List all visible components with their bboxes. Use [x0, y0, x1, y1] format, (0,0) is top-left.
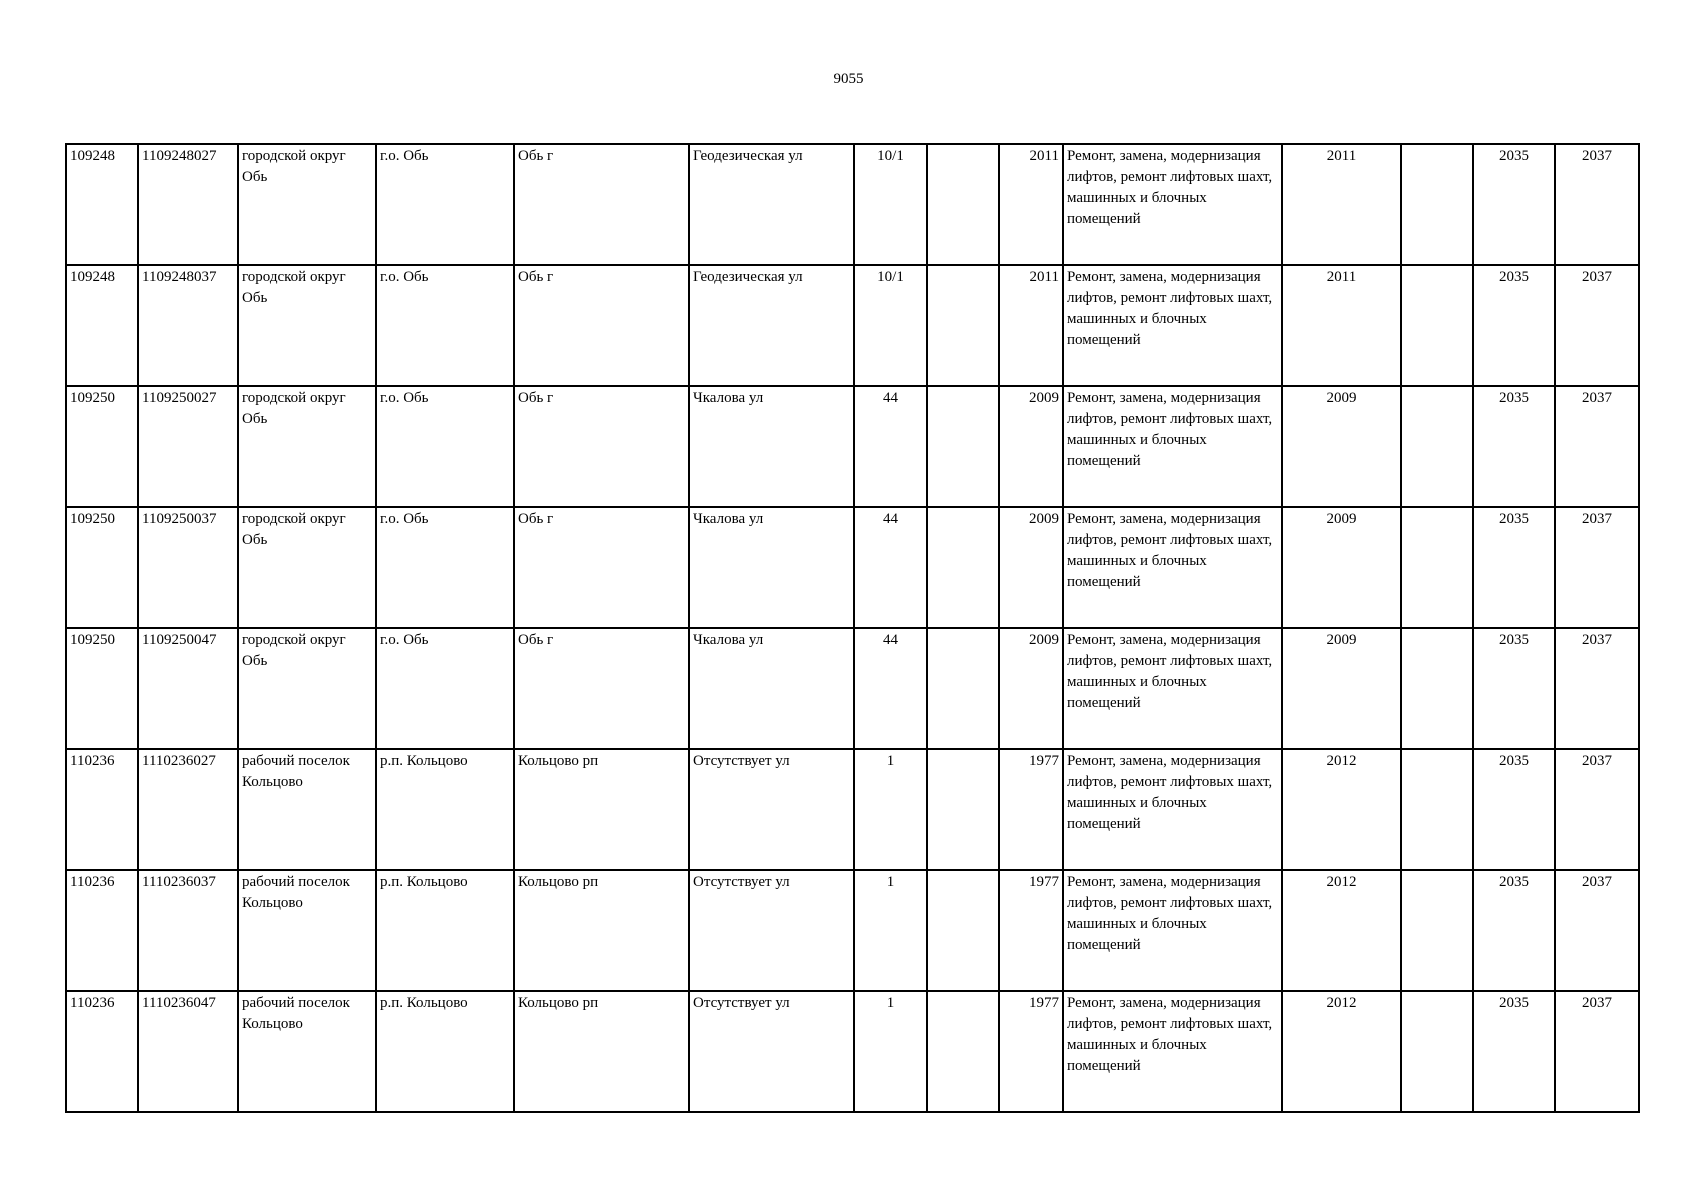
cell-house: 10/1 — [854, 265, 927, 386]
table-row — [66, 507, 1639, 628]
cell-municipality: г.о. Обь — [376, 628, 514, 749]
cell-extra — [1401, 749, 1473, 870]
cell-period-to: 2037 — [1555, 144, 1639, 265]
cell-street: Чкалова ул — [689, 628, 854, 749]
cell-district: городской округ Обь — [238, 628, 376, 749]
cell-street: Геодезическая ул — [689, 265, 854, 386]
cell-work-type: Ремонт, замена, модернизация лифтов, ремонт лифтовых шахт, машинных и блочных помещений — [1063, 870, 1282, 991]
cell-work-type: Ремонт, замена, модернизация лифтов, ремонт лифтовых шахт, машинных и блочных помещений — [1063, 386, 1282, 507]
cell-year-repair: 2012 — [1282, 749, 1401, 870]
cell-year-built: 2011 — [999, 144, 1063, 265]
cell-district: рабочий поселок Кольцово — [238, 870, 376, 991]
cell-house: 1 — [854, 749, 927, 870]
cell-period-to: 2037 — [1555, 991, 1639, 1112]
cell-municipality: р.п. Кольцово — [376, 870, 514, 991]
cell-house: 1 — [854, 991, 927, 1112]
table-row — [66, 870, 1639, 991]
cell-id: 109248 — [66, 144, 138, 265]
cell-building — [927, 507, 999, 628]
cell-code: 1109248037 — [138, 265, 238, 386]
cell-id: 109250 — [66, 386, 138, 507]
cell-extra — [1401, 628, 1473, 749]
cell-year-repair: 2011 — [1282, 144, 1401, 265]
cell-street: Отсутствует ул — [689, 749, 854, 870]
cell-work-type: Ремонт, замена, модернизация лифтов, ремонт лифтовых шахт, машинных и блочных помещений — [1063, 144, 1282, 265]
registry-table — [65, 143, 1640, 1113]
cell-street: Чкалова ул — [689, 386, 854, 507]
cell-period-to: 2037 — [1555, 265, 1639, 386]
cell-settlement: Обь г — [514, 507, 689, 628]
cell-work-type: Ремонт, замена, модернизация лифтов, ремонт лифтовых шахт, машинных и блочных помещений — [1063, 507, 1282, 628]
cell-street: Отсутствует ул — [689, 870, 854, 991]
cell-id: 109250 — [66, 507, 138, 628]
cell-period-from: 2035 — [1473, 749, 1555, 870]
cell-period-from: 2035 — [1473, 265, 1555, 386]
cell-code: 1110236027 — [138, 749, 238, 870]
cell-period-to: 2037 — [1555, 870, 1639, 991]
cell-code: 1109250037 — [138, 507, 238, 628]
cell-year-repair: 2012 — [1282, 870, 1401, 991]
cell-year-built: 2011 — [999, 265, 1063, 386]
cell-municipality: г.о. Обь — [376, 265, 514, 386]
cell-period-from: 2035 — [1473, 386, 1555, 507]
cell-period-from: 2035 — [1473, 870, 1555, 991]
cell-municipality: г.о. Обь — [376, 507, 514, 628]
cell-work-type: Ремонт, замена, модернизация лифтов, ремонт лифтовых шахт, машинных и блочных помещений — [1063, 265, 1282, 386]
cell-year-repair: 2009 — [1282, 628, 1401, 749]
cell-period-to: 2037 — [1555, 628, 1639, 749]
cell-id: 110236 — [66, 749, 138, 870]
cell-extra — [1401, 265, 1473, 386]
cell-id: 110236 — [66, 870, 138, 991]
cell-district: городской округ Обь — [238, 386, 376, 507]
cell-id: 109248 — [66, 265, 138, 386]
cell-year-built: 2009 — [999, 386, 1063, 507]
cell-house: 44 — [854, 507, 927, 628]
cell-work-type: Ремонт, замена, модернизация лифтов, ремонт лифтовых шахт, машинных и блочных помещений — [1063, 991, 1282, 1112]
registry-body — [66, 144, 1639, 1112]
cell-district: рабочий поселок Кольцово — [238, 749, 376, 870]
cell-settlement: Обь г — [514, 386, 689, 507]
cell-house: 44 — [854, 628, 927, 749]
cell-building — [927, 386, 999, 507]
cell-building — [927, 991, 999, 1112]
cell-year-repair: 2012 — [1282, 991, 1401, 1112]
cell-code: 1109250047 — [138, 628, 238, 749]
cell-period-from: 2035 — [1473, 507, 1555, 628]
cell-year-repair: 2009 — [1282, 386, 1401, 507]
cell-extra — [1401, 870, 1473, 991]
cell-year-built: 1977 — [999, 749, 1063, 870]
cell-building — [927, 265, 999, 386]
cell-year-repair: 2011 — [1282, 265, 1401, 386]
cell-district: городской округ Обь — [238, 265, 376, 386]
cell-municipality: г.о. Обь — [376, 386, 514, 507]
cell-settlement: Кольцово рп — [514, 870, 689, 991]
cell-street: Отсутствует ул — [689, 991, 854, 1112]
cell-district: рабочий поселок Кольцово — [238, 991, 376, 1112]
cell-building — [927, 870, 999, 991]
cell-municipality: р.п. Кольцово — [376, 749, 514, 870]
cell-district: городской округ Обь — [238, 144, 376, 265]
cell-period-to: 2037 — [1555, 386, 1639, 507]
table-row — [66, 144, 1639, 265]
cell-extra — [1401, 386, 1473, 507]
cell-code: 1109250027 — [138, 386, 238, 507]
cell-extra — [1401, 144, 1473, 265]
table-row — [66, 265, 1639, 386]
cell-period-from: 2035 — [1473, 991, 1555, 1112]
table-row — [66, 628, 1639, 749]
cell-code: 1110236037 — [138, 870, 238, 991]
table-row — [66, 991, 1639, 1112]
cell-municipality: р.п. Кольцово — [376, 991, 514, 1112]
cell-municipality: г.о. Обь — [376, 144, 514, 265]
cell-code: 1110236047 — [138, 991, 238, 1112]
cell-work-type: Ремонт, замена, модернизация лифтов, ремонт лифтовых шахт, машинных и блочных помещений — [1063, 628, 1282, 749]
cell-year-built: 1977 — [999, 991, 1063, 1112]
cell-extra — [1401, 507, 1473, 628]
cell-year-built: 1977 — [999, 870, 1063, 991]
cell-street: Чкалова ул — [689, 507, 854, 628]
page-number: 9055 — [833, 71, 864, 87]
cell-building — [927, 749, 999, 870]
cell-settlement: Обь г — [514, 628, 689, 749]
cell-settlement: Кольцово рп — [514, 991, 689, 1112]
table-row — [66, 386, 1639, 507]
cell-year-built: 2009 — [999, 507, 1063, 628]
cell-period-from: 2035 — [1473, 144, 1555, 265]
cell-settlement: Обь г — [514, 144, 689, 265]
cell-id: 109250 — [66, 628, 138, 749]
cell-building — [927, 628, 999, 749]
cell-street: Геодезическая ул — [689, 144, 854, 265]
cell-period-to: 2037 — [1555, 749, 1639, 870]
table-row — [66, 749, 1639, 870]
cell-building — [927, 144, 999, 265]
cell-id: 110236 — [66, 991, 138, 1112]
cell-work-type: Ремонт, замена, модернизация лифтов, ремонт лифтовых шахт, машинных и блочных помещений — [1063, 749, 1282, 870]
cell-house: 10/1 — [854, 144, 927, 265]
cell-settlement: Обь г — [514, 265, 689, 386]
cell-house: 1 — [854, 870, 927, 991]
cell-code: 1109248027 — [138, 144, 238, 265]
cell-settlement: Кольцово рп — [514, 749, 689, 870]
cell-period-from: 2035 — [1473, 628, 1555, 749]
cell-year-repair: 2009 — [1282, 507, 1401, 628]
cell-extra — [1401, 991, 1473, 1112]
cell-house: 44 — [854, 386, 927, 507]
cell-year-built: 2009 — [999, 628, 1063, 749]
cell-district: городской округ Обь — [238, 507, 376, 628]
cell-period-to: 2037 — [1555, 507, 1639, 628]
